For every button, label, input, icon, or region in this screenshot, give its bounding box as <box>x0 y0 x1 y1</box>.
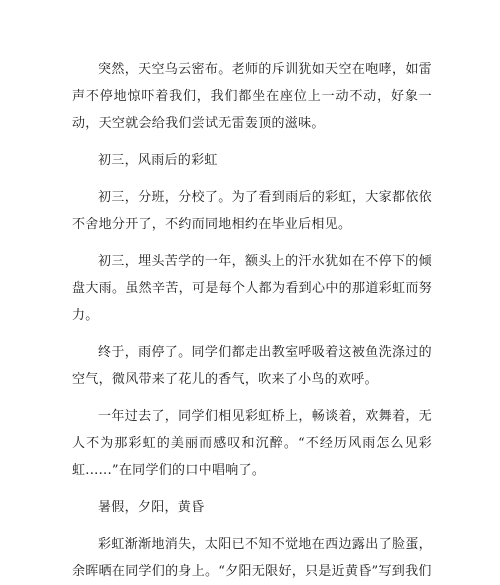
paragraph-5: 一年过去了，同学们相见彩虹桥上，畅谈着，欢舞着，无人不为那彩虹的美丽而感叹和沉醉。“不经历风雨怎么见彩虹......”在同学们的口中唱响了。 <box>72 409 432 478</box>
section-heading-2: 暑假，夕阳，黄昏 <box>98 500 205 515</box>
paragraph-6: 彩虹渐渐地消失，太阳已不知不觉地在西边露出了脸蛋，余晖晒在同学们的身上。“夕阳无限好，只是近黄昏”写到我们 <box>72 537 432 579</box>
paragraph-3: 初三，埋头苦学的一年，额头上的汗水犹如在不停下的倾盘大雨。虽然辛苦，可是每个人都为看到心中的那道彩虹而努力。 <box>72 254 432 323</box>
paragraph-1: 突然，天空乌云密布。老师的斥训犹如天空在咆哮，如雷声不停地惊吓着我们，我们都坐在座位上一动不动，好象一动，天空就会给我们尝试无雷轰顶的滋味。 <box>72 62 432 131</box>
paragraph-4: 终于，雨停了。同学们都走出教室呼吸着这被鱼洗涤过的空气，微风带来了花儿的香气，吹来了小鸟的欢呼。 <box>72 345 432 387</box>
document-body <box>72 56 432 585</box>
paragraph-2: 初三，分班，分校了。为了看到雨后的彩虹，大家都依依不舍地分开了，不约而同地相约在毕业后相见。 <box>72 190 432 232</box>
section-heading-1: 初三，风雨后的彩虹 <box>98 153 218 168</box>
